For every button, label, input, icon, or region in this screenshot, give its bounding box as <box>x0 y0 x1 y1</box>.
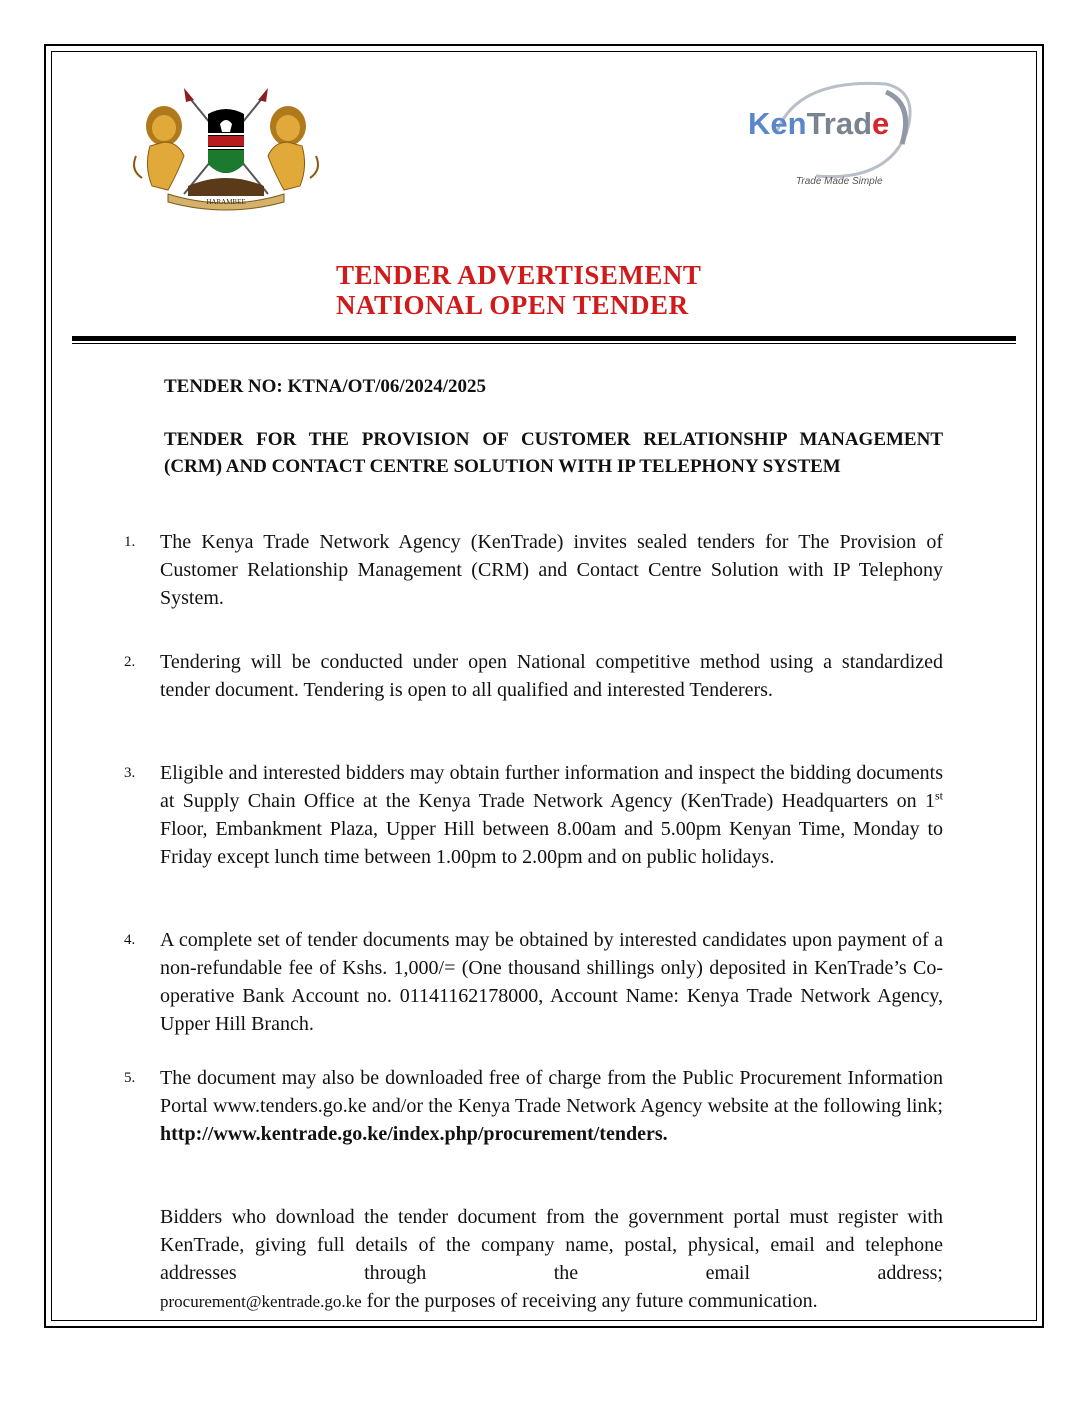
clause-number: 5. <box>124 1070 136 1086</box>
kentrade-logo <box>736 64 936 204</box>
tender-heading <box>336 260 856 320</box>
clause-3 <box>124 759 943 871</box>
ordinal-suffix: st <box>934 788 943 803</box>
heading-line-2: NATIONAL OPEN TENDER <box>336 290 689 320</box>
clause-2 <box>124 648 943 704</box>
heading-divider-thin <box>72 343 1016 344</box>
heading-divider <box>72 336 1016 341</box>
logo-e: e <box>872 106 890 141</box>
clause-1 <box>124 528 943 612</box>
clause-text: Tendering will be conducted under open National competitive method using a standardized tender document. Tendering is open to all qualified and interested Tenderers. <box>160 651 943 701</box>
svg-text:KenTrade <box>748 106 889 141</box>
tenders-link[interactable]: http://www.kentrade.go.ke/index.php/procurement/tenders. <box>160 1123 668 1145</box>
clause-number: 1. <box>124 534 136 550</box>
tender-number: TENDER NO: KTNA/OT/06/2024/2025 <box>164 376 486 397</box>
coat-of-arms-icon <box>128 86 324 212</box>
clause-number: 2. <box>124 654 136 670</box>
logo-trad: Trad <box>806 106 873 141</box>
motto-text: HARAMBEE <box>206 198 246 206</box>
note-email-line <box>160 1287 943 1316</box>
procurement-email-link[interactable]: procurement@kentrade.go.ke <box>160 1292 362 1311</box>
tender-subject: TENDER FOR THE PROVISION OF CUSTOMER RELATIONSHIP MANAGEMENT (CRM) AND CONTACT CENTRE SOLUTION WITH IP TELEPHONY SYSTEM <box>164 429 943 477</box>
clause-number: 4. <box>124 932 136 948</box>
registration-note <box>124 1203 943 1316</box>
clause-text: The Kenya Trade Network Agency (KenTrade) invites sealed tenders for The Provision of Customer Relationship Management (CRM) and Contact Centre Solution with IP Telephony System. <box>160 531 943 609</box>
clause-5 <box>124 1064 943 1148</box>
clause-text-part: Floor, Embankment Plaza, Upper Hill between 8.00am and 5.00pm Kenyan Time, Monday to Friday except lunch time between 1.00pm to 2.00pm and on public holidays. <box>160 818 943 868</box>
logo-ken: Ken <box>748 106 807 141</box>
clause-text <box>160 759 943 871</box>
note-text-end: for the purposes of receiving any future communication. <box>361 1290 818 1312</box>
logo-tagline: Trade Made Simple <box>796 176 883 187</box>
clause-4 <box>124 926 943 1038</box>
note-text: Bidders who download the tender document from the government portal must register with KenTrade, giving full details of the company name, postal, physical, email and telephone addresses through the email address; <box>160 1206 943 1284</box>
clause-text-part: Eligible and interested bidders may obtain further information and inspect the bidding documents at Supply Chain Office at the Kenya Trade Network Agency (KenTrade) Headquarters on 1 <box>160 762 943 812</box>
heading-line-1: TENDER ADVERTISEMENT <box>336 260 702 290</box>
clause-text: A complete set of tender documents may be obtained by interested candidates upon payment of a non-refundable fee of Kshs. 1,000/= (One thousand shillings only) deposited in KenTrade’s Co-operative Bank Account no. 01141162178000, Account Name: Kenya Trade Network Agency, Upper Hill Branch. <box>160 929 943 1035</box>
clause-number: 3. <box>124 765 136 781</box>
clause-text: The document may also be downloaded free of charge from the Public Procurement Information Portal www.tenders.go.ke and/or the Kenya Trade Network Agency website at the following link; <box>160 1067 943 1117</box>
